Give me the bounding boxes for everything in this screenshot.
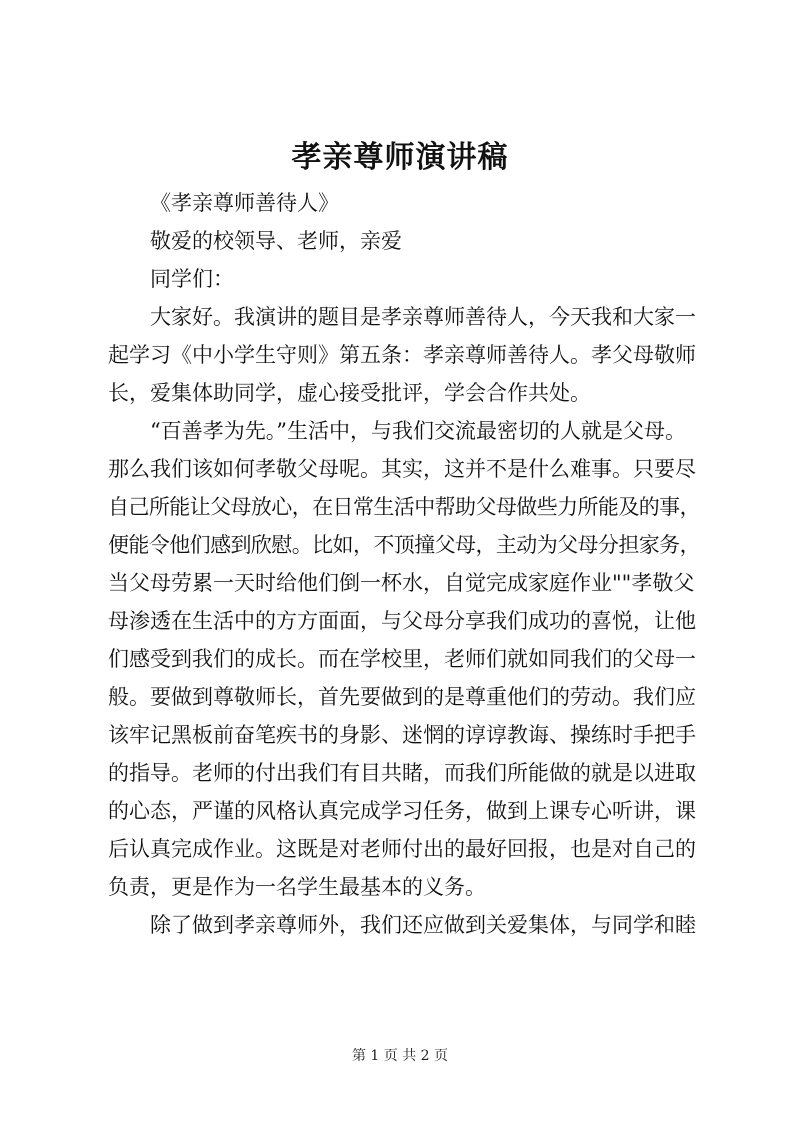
text-line: 起学习《中小学生守则》第五条：孝亲尊师善待人。孝父母敬师 (108, 343, 696, 367)
text-line: 母渗透在生活中的方方面面，与父母分享我们成功的喜悦，让他 (108, 609, 696, 633)
text-line: 除了做到孝亲尊师外，我们还应做到关爱集体，与同学和睦 (150, 913, 696, 937)
text-line: 的指导。老师的付出我们有目共睹，而我们所能做的就是以进取 (108, 761, 696, 785)
text-line: 长，爱集体助同学，虚心接受批评，学会合作共处。 (108, 381, 591, 405)
text-line: 那么我们该如何孝敬父母呢。其实，这并不是什么难事。只要尽 (108, 457, 696, 481)
page-title: 孝亲尊师演讲稿 (291, 140, 509, 175)
text-line: 同学们： (150, 267, 234, 291)
speech-body (108, 184, 700, 944)
text-line: 负责，更是作为一名学生最基本的义务。 (108, 875, 486, 899)
text-line: 们感受到我们的成长。而在学校里，老师们就如同我们的父母一 (108, 647, 696, 671)
text-line: “百善孝为先。”生活中，与我们交流最密切的人就是父母。 (150, 419, 686, 443)
text-line: 便能令他们感到欣慰。比如，不顶撞父母，主动为父母分担家务， (108, 533, 700, 557)
text-line: 敬爱的校领导、老师，亲爱 (150, 229, 402, 253)
text-line: 当父母劳累一天时给他们倒一杯水，自觉完成家庭作业""孝敬父 (108, 571, 695, 595)
text-line: 的心态，严谨的风格认真完成学习任务，做到上课专心听讲，课 (108, 799, 696, 823)
text-line: 《孝亲尊师善待人》 (150, 191, 339, 215)
page-footer: 第 1 页 共 2 页 (351, 1048, 449, 1064)
text-line: 般。要做到尊敬师长，首先要做到的是尊重他们的劳动。我们应 (108, 685, 696, 709)
text-line: 该牢记黑板前奋笔疾书的身影、迷惘的谆谆教诲、操练时手把手 (108, 723, 696, 747)
text-line: 大家好。我演讲的题目是孝亲尊师善待人，今天我和大家一 (150, 305, 696, 329)
text-line: 自己所能让父母放心，在日常生活中帮助父母做些力所能及的事， (108, 495, 700, 519)
text-line: 后认真完成作业。这既是对老师付出的最好回报，也是对自己的 (108, 837, 696, 861)
